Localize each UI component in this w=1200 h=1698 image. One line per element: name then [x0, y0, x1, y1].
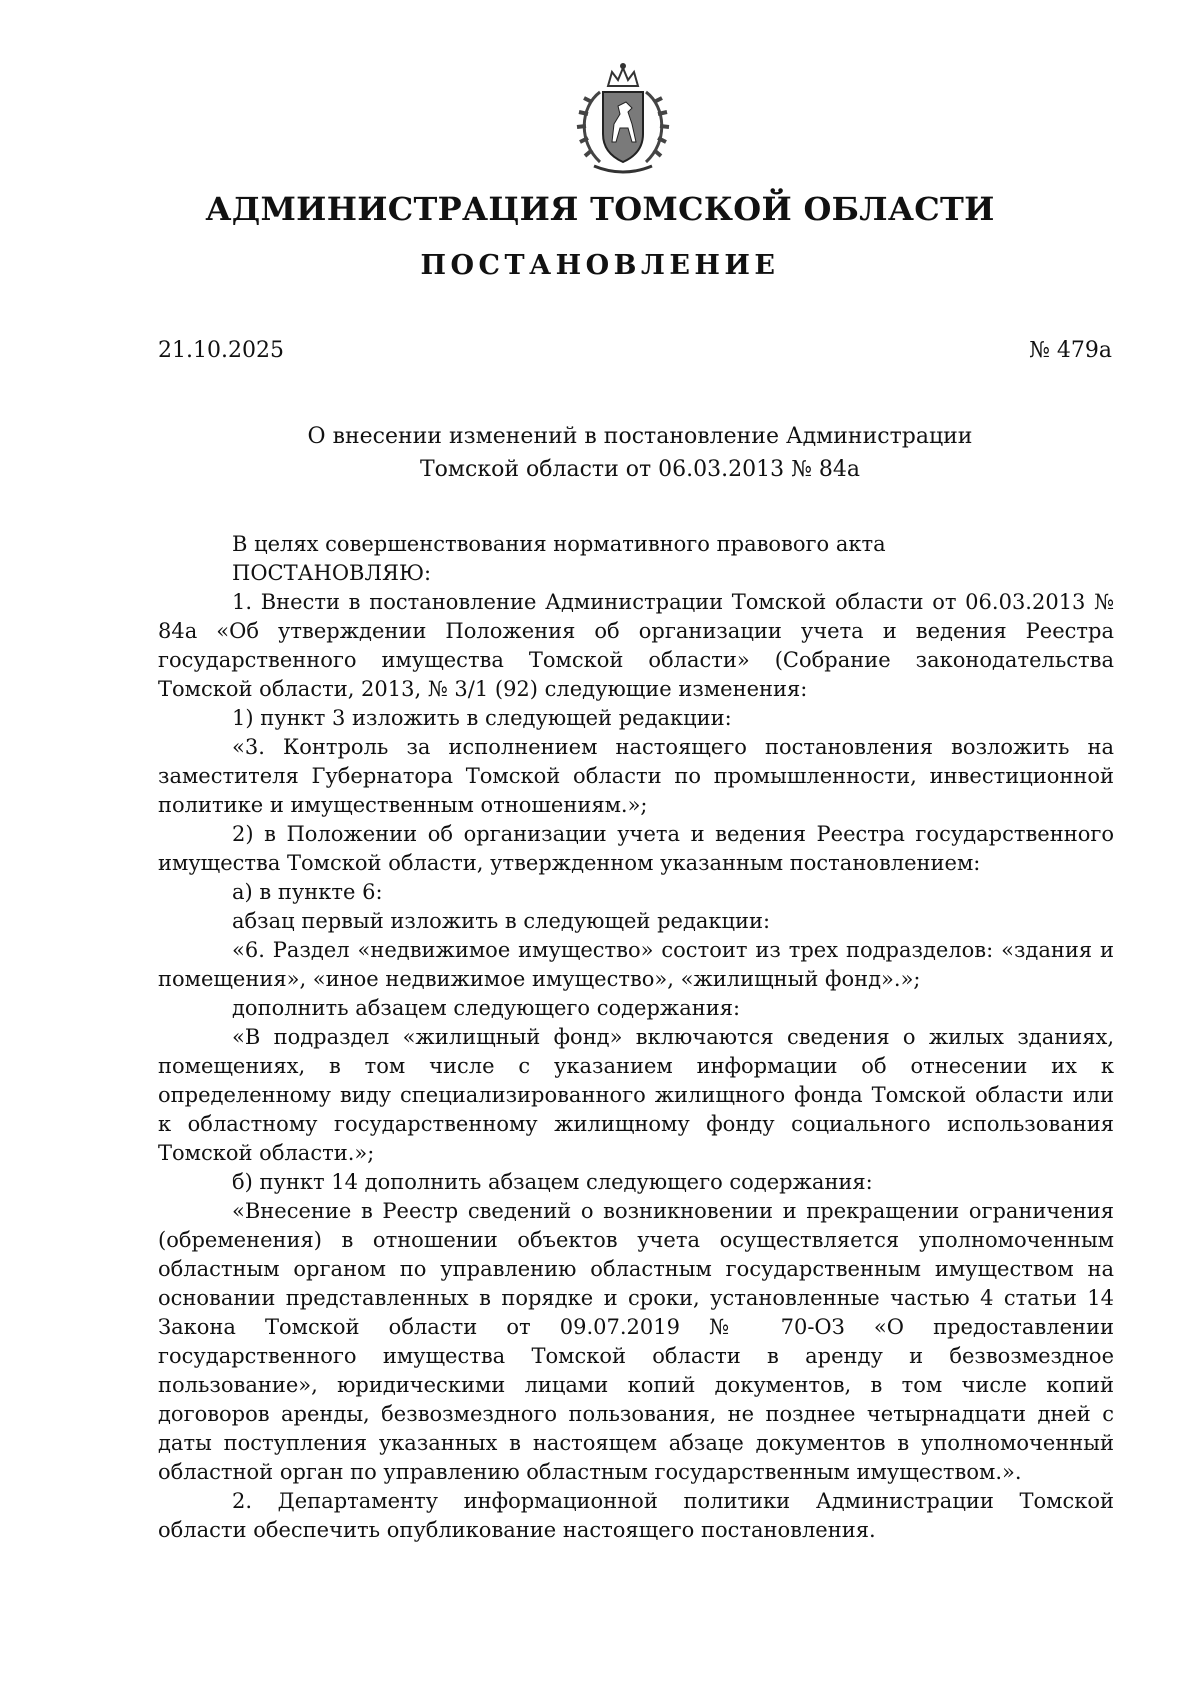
body-paragraph: ПОСТАНОВЛЯЮ:	[232, 561, 432, 585]
document-date: 21.10.2025	[158, 338, 284, 363]
body-paragraph: 2. Департаменту информационной политики Администрации Томской области обеспечить опубликование настоящего постановления.	[158, 1489, 1114, 1542]
body-paragraph: «6. Раздел «недвижимое имущество» состоит из трех подразделов: «здания и помещения», «иное недвижимое имущество», «жилищный фонд».»;	[158, 938, 1114, 991]
document-subject	[200, 420, 1080, 486]
body-paragraph: «Внесение в Реестр сведений о возникновении и прекращении ограничения (обременения) в отношении объектов учета осуществляется уполномоченным областным органом по управлению областным государственным имуществом на основании представленных в порядке и сроки, установленные частью 4 статьи 14 Закона Томской области от 09.07.2019 № 70-ОЗ «О предоставлении государственного имущества Томской области в аренду и безвозмездное пользование», юридическими лицами копий документов, в том числе копий договоров аренды, безвозмездного пользования, не позднее четырнадцати дней с даты поступления указанных в настоящем абзаце документов в уполномоченный областной орган по управлению областным государственным имуществом.».	[158, 1199, 1114, 1484]
body-paragraph: а) в пункте 6:	[232, 880, 383, 904]
document-body	[158, 530, 1114, 1545]
body-paragraph: 1) пункт 3 изложить в следующей редакции:	[232, 706, 732, 730]
body-paragraph: «3. Контроль за исполнением настоящего постановления возложить на заместителя Губернатора Томской области по промышленности, инвестиционной политике и имущественным отношениям.»;	[158, 735, 1114, 817]
organization-title: АДМИНИСТРАЦИЯ ТОМСКОЙ ОБЛАСТИ	[205, 190, 995, 228]
document-number: № 479а	[1029, 338, 1112, 363]
body-paragraph: б) пункт 14 дополнить абзацем следующего содержания:	[232, 1170, 873, 1194]
body-paragraph: «В подраздел «жилищный фонд» включаются сведения о жилых зданиях, помещениях, в том числе с указанием информации об отнесении их к определенному виду специализированного жилищного фонда Томской области или к областному государственному жилищному фонду социального использования Томской области.»;	[158, 1025, 1114, 1165]
subject-line: О внесении изменений в постановление Администрации	[307, 424, 973, 449]
body-paragraph: дополнить абзацем следующего содержания:	[232, 996, 741, 1020]
body-paragraph: В целях совершенствования нормативного правового акта	[232, 532, 886, 556]
document-type: ПОСТАНОВЛЕНИЕ	[420, 250, 780, 281]
body-paragraph: 1. Внести в постановление Администрации Томской области от 06.03.2013 № 84а «Об утверждении Положения об организации учета и ведения Реестра государственного имущества Томской области» (Собрание законодательства Томской области, 2013, № 3/1 (92) следующие изменения:	[158, 590, 1114, 701]
tomsk-oblast-coat-of-arms-icon	[570, 62, 676, 180]
body-paragraph: 2) в Положении об организации учета и ведения Реестра государственного имущества Томской области, утвержденном указанным постановлением:	[158, 822, 1114, 875]
subject-line: Томской области от 06.03.2013 № 84а	[419, 457, 861, 482]
body-paragraph: абзац первый изложить в следующей редакции:	[232, 909, 771, 933]
